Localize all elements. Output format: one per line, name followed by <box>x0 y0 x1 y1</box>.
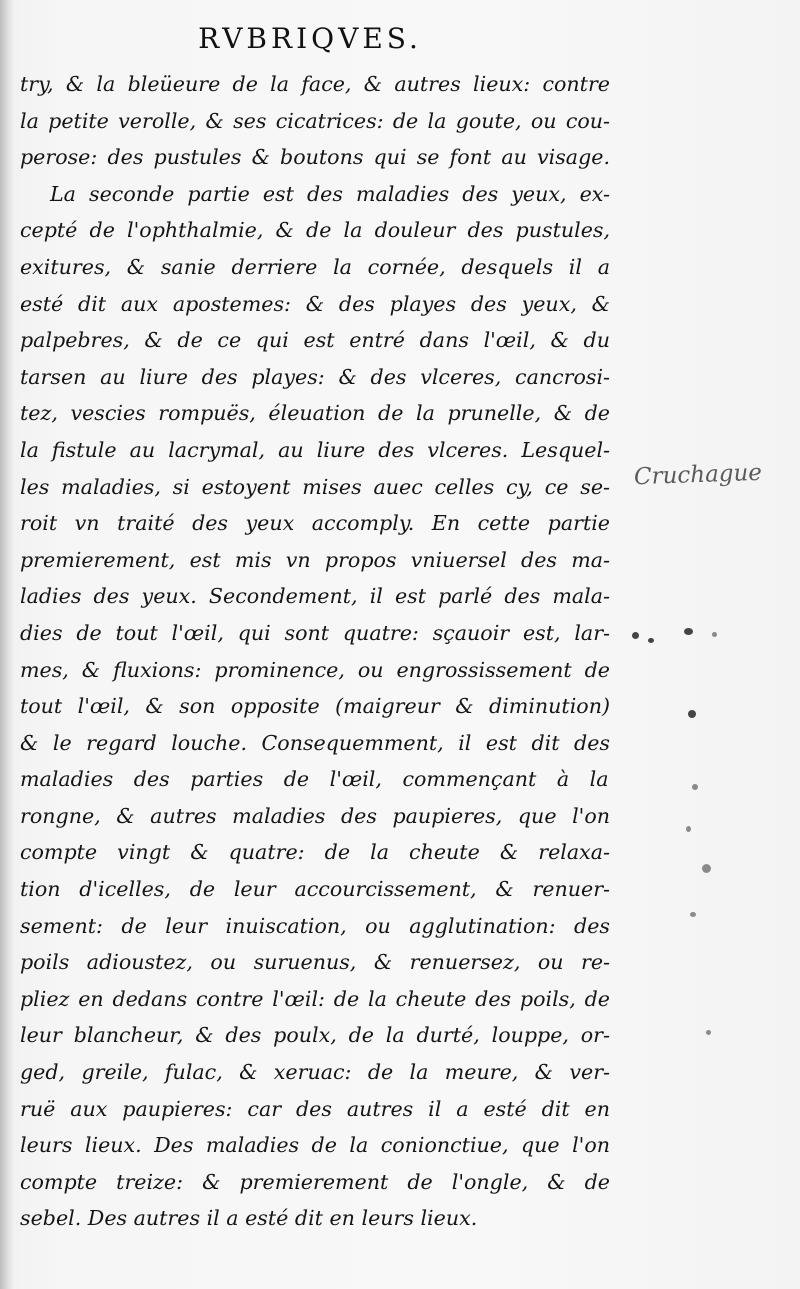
ink-spot <box>688 710 696 718</box>
binding-shadow <box>0 0 14 1289</box>
text-line: cepté de l'ophthalmie, & de la douleur des pustules, <box>20 218 610 243</box>
handwritten-margin-note: Cruchague <box>633 459 763 491</box>
ink-spot <box>648 638 654 643</box>
ink-spot <box>632 632 639 639</box>
text-line: premierement, est mis vn propos vniuersel des ma- <box>20 547 610 572</box>
text-line: exitures, & sanie derriere la cornée, desquels il a <box>20 254 610 279</box>
ink-spot <box>684 628 693 635</box>
text-line: ged, greile, fulac, & xeruac: de la meure, & ver- <box>20 1060 610 1085</box>
text-line: leurs lieux. Des maladies de la conionctiue, que l'on <box>20 1133 610 1158</box>
body-text <box>20 66 620 1237</box>
text-line: tion d'icelles, de leur accourcissement, & renuer- <box>20 877 610 902</box>
text-line: tarsen au liure des playes: & des vlceres, cancrosi- <box>20 364 610 389</box>
text-line: palpebres, & de ce qui est entré dans l'œil, & du <box>20 328 610 353</box>
text-line: esté dit aux apostemes: & des playes des yeux, & <box>20 291 610 316</box>
text-line: sebel. Des autres il a esté dit en leurs lieux. <box>20 1206 478 1231</box>
text-line: perose: des pustules & boutons qui se font au visage. <box>20 145 610 170</box>
text-line: pliez en dedans contre l'œil: de la cheute des poils, de <box>20 986 610 1011</box>
text-line: ruë aux paupieres: car des autres il a esté dit en <box>20 1096 610 1121</box>
ink-spot <box>692 784 698 790</box>
text-line: la fistule au lacrymal, au liure des vlceres. Lesquel- <box>20 437 610 462</box>
text-line: & le regard louche. Consequemment, il est dit des <box>20 730 610 755</box>
text-line: maladies des parties de l'œil, commençant à la <box>20 767 609 792</box>
text-line: tez, vescies rompuës, éleuation de la prunelle, & de <box>20 401 610 426</box>
text-line: les maladies, si estoyent mises auec celles cy, ce se- <box>20 474 610 499</box>
text-line: roit vn traité des yeux accomply. En cette partie <box>20 511 610 536</box>
text-line: compte vingt & quatre: de la cheute & relaxa- <box>20 840 610 865</box>
text-line: rongne, & autres maladies des paupieres, que l'on <box>20 803 610 828</box>
text-line: try, & la bleüeure de la face, & autres lieux: contre <box>20 72 610 96</box>
text-line: mes, & fluxions: prominence, ou engrossissement de <box>20 657 610 682</box>
text-line: compte treize: & premierement de l'ongle, & de <box>20 1169 610 1194</box>
text-line: sement: de leur inuiscation, ou agglutination: des <box>20 913 610 938</box>
ink-spot <box>686 826 691 832</box>
ink-spot <box>702 864 711 873</box>
text-line: dies de tout l'œil, qui sont quatre: sçauoir est, lar- <box>20 620 610 645</box>
text-line: leur blancheur, & des poulx, de la durté, louppe, or- <box>20 1023 610 1048</box>
text-line: tout l'œil, & son opposite (maigreur & diminution) <box>20 694 610 719</box>
text-line: ladies des yeux. Secondement, il est parlé des mala- <box>20 584 610 609</box>
ink-spot <box>712 632 717 637</box>
text-line: La seconde partie est des maladies des yeux, ex- <box>50 181 610 206</box>
ink-spot <box>690 912 696 917</box>
running-head: RVBRIQVES. <box>198 22 422 55</box>
ink-spot <box>706 1030 711 1035</box>
text-line: poils adioustez, ou suruenus, & renuersez, ou re- <box>20 950 610 975</box>
text-line: la petite verolle, & ses cicatrices: de la goute, ou cou- <box>20 108 610 133</box>
